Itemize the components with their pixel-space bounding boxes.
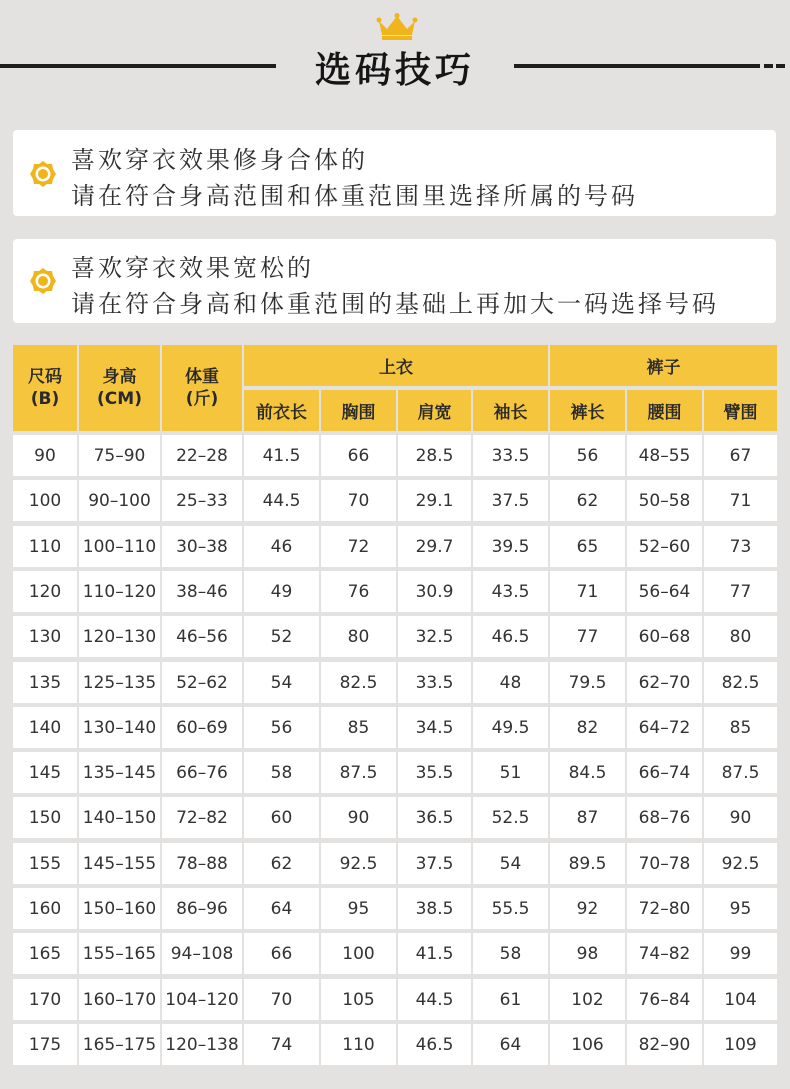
tip-card-loose [13,239,776,323]
cell-arm: 90 [704,797,777,838]
cell-pants-length: 65 [550,526,625,567]
cell-size: 165 [13,933,77,974]
cell-arm: 73 [704,526,777,567]
weight-header-line-1: 体重 [185,367,219,387]
cell-front-length: 66 [244,933,319,974]
cell-front-length: 62 [244,843,319,884]
cell-front-length: 46 [244,526,319,567]
cell-size: 155 [13,843,77,884]
cell-chest: 92.5 [321,843,396,884]
cell-shoulder: 29.1 [398,480,471,521]
cell-size: 170 [13,979,77,1020]
cell-sleeve: 37.5 [473,480,548,521]
cell-weight: 78–88 [162,843,242,884]
cell-height: 140–150 [79,797,160,838]
cell-chest: 70 [321,480,396,521]
cell-shoulder: 35.5 [398,752,471,793]
cell-arm: 95 [704,888,777,929]
cell-arm: 109 [704,1024,777,1065]
cell-size: 130 [13,616,77,657]
cell-arm: 80 [704,616,777,657]
cell-sleeve: 58 [473,933,548,974]
cell-waist: 50–58 [627,480,702,521]
cell-front-length: 58 [244,752,319,793]
cell-arm: 99 [704,933,777,974]
subheader-pants-1: 裤长 [550,390,625,431]
cell-shoulder: 46.5 [398,1024,471,1065]
cell-shoulder: 41.5 [398,933,471,974]
cell-front-length: 44.5 [244,480,319,521]
cell-waist: 62–70 [627,662,702,703]
cell-height: 75–90 [79,435,160,476]
cell-waist: 72–80 [627,888,702,929]
crown-icon [376,13,418,41]
cell-waist: 64–72 [627,707,702,748]
cell-size: 175 [13,1024,77,1065]
cell-sleeve: 64 [473,1024,548,1065]
cell-front-length: 64 [244,888,319,929]
cell-waist: 60–68 [627,616,702,657]
weight-header [162,345,242,431]
group-header-top: 上衣 [244,345,548,386]
cell-chest: 76 [321,571,396,612]
badge-icon [29,160,57,188]
cell-pants-length: 56 [550,435,625,476]
cell-shoulder: 36.5 [398,797,471,838]
cell-weight: 104–120 [162,979,242,1020]
cell-height: 125–135 [79,662,160,703]
cell-chest: 90 [321,797,396,838]
subheader-pants-2: 腰围 [627,390,702,431]
title-rule-dash [776,64,785,68]
page-title: 选码技巧 [314,50,475,91]
cell-weight: 60–69 [162,707,242,748]
cell-arm: 77 [704,571,777,612]
cell-front-length: 41.5 [244,435,319,476]
height-header-line-2: (CM) [97,389,142,409]
cell-weight: 30–38 [162,526,242,567]
cell-height: 145–155 [79,843,160,884]
cell-pants-length: 92 [550,888,625,929]
cell-waist: 68–76 [627,797,702,838]
cell-shoulder: 29.7 [398,526,471,567]
cell-front-length: 54 [244,662,319,703]
subheader-top-4: 袖长 [473,390,548,431]
cell-height: 110–120 [79,571,160,612]
cell-shoulder: 37.5 [398,843,471,884]
cell-size: 140 [13,707,77,748]
cell-height: 130–140 [79,707,160,748]
subheader-pants-3: 臂围 [704,390,777,431]
cell-sleeve: 52.5 [473,797,548,838]
subheader-top-2: 胸围 [321,390,396,431]
cell-sleeve: 51 [473,752,548,793]
cell-arm: 82.5 [704,662,777,703]
cell-height: 160–170 [79,979,160,1020]
cell-pants-length: 102 [550,979,625,1020]
cell-size: 120 [13,571,77,612]
subheader-top-1: 前衣长 [244,390,319,431]
size-header-line-1: 尺码 [28,367,62,387]
cell-waist: 52–60 [627,526,702,567]
cell-chest: 87.5 [321,752,396,793]
cell-waist: 70–78 [627,843,702,884]
cell-height: 90–100 [79,480,160,521]
cell-chest: 80 [321,616,396,657]
cell-size: 135 [13,662,77,703]
cell-chest: 72 [321,526,396,567]
cell-pants-length: 82 [550,707,625,748]
cell-size: 150 [13,797,77,838]
cell-weight: 86–96 [162,888,242,929]
cell-pants-length: 89.5 [550,843,625,884]
cell-chest: 110 [321,1024,396,1065]
cell-arm: 104 [704,979,777,1020]
size-header-line-2: (B) [30,389,60,409]
cell-weight: 120–138 [162,1024,242,1065]
cell-waist: 56–64 [627,571,702,612]
cell-sleeve: 48 [473,662,548,703]
cell-pants-length: 98 [550,933,625,974]
tip-line-1: 喜欢穿衣效果修身合体的 [71,146,368,174]
tip-card-fitted [13,130,776,216]
cell-weight: 22–28 [162,435,242,476]
cell-sleeve: 55.5 [473,888,548,929]
cell-shoulder: 38.5 [398,888,471,929]
cell-shoulder: 34.5 [398,707,471,748]
group-header-pants: 裤子 [550,345,777,386]
cell-height: 165–175 [79,1024,160,1065]
cell-front-length: 60 [244,797,319,838]
cell-shoulder: 44.5 [398,979,471,1020]
cell-weight: 66–76 [162,752,242,793]
cell-size: 145 [13,752,77,793]
cell-size: 160 [13,888,77,929]
subheader-top-3: 肩宽 [398,390,471,431]
title-rule-dash [764,64,773,68]
cell-pants-length: 79.5 [550,662,625,703]
cell-pants-length: 106 [550,1024,625,1065]
size-header [13,345,77,431]
cell-height: 135–145 [79,752,160,793]
weight-header-line-2: (斤) [185,389,219,409]
cell-pants-length: 77 [550,616,625,657]
cell-waist: 74–82 [627,933,702,974]
cell-height: 100–110 [79,526,160,567]
cell-arm: 92.5 [704,843,777,884]
cell-shoulder: 30.9 [398,571,471,612]
cell-front-length: 74 [244,1024,319,1065]
tip-line-1: 喜欢穿衣效果宽松的 [71,254,314,282]
cell-size: 90 [13,435,77,476]
height-header [79,345,160,431]
cell-shoulder: 28.5 [398,435,471,476]
cell-sleeve: 43.5 [473,571,548,612]
cell-weight: 46–56 [162,616,242,657]
cell-sleeve: 49.5 [473,707,548,748]
cell-chest: 82.5 [321,662,396,703]
cell-chest: 100 [321,933,396,974]
cell-pants-length: 71 [550,571,625,612]
cell-size: 110 [13,526,77,567]
cell-arm: 71 [704,480,777,521]
cell-front-length: 49 [244,571,319,612]
cell-weight: 52–62 [162,662,242,703]
cell-pants-length: 87 [550,797,625,838]
cell-arm: 85 [704,707,777,748]
cell-front-length: 70 [244,979,319,1020]
cell-arm: 87.5 [704,752,777,793]
cell-waist: 76–84 [627,979,702,1020]
cell-sleeve: 61 [473,979,548,1020]
page-header [0,0,790,110]
cell-chest: 85 [321,707,396,748]
cell-waist: 48–55 [627,435,702,476]
cell-shoulder: 32.5 [398,616,471,657]
cell-pants-length: 84.5 [550,752,625,793]
height-header-line-1: 身高 [102,367,137,387]
cell-sleeve: 46.5 [473,616,548,657]
cell-shoulder: 33.5 [398,662,471,703]
cell-front-length: 56 [244,707,319,748]
tip-line-2: 请在符合身高和体重范围的基础上再加大一码选择号码 [71,290,719,318]
cell-sleeve: 39.5 [473,526,548,567]
cell-arm: 67 [704,435,777,476]
cell-weight: 94–108 [162,933,242,974]
cell-sleeve: 54 [473,843,548,884]
cell-chest: 105 [321,979,396,1020]
cell-waist: 82–90 [627,1024,702,1065]
tip-line-2: 请在符合身高范围和体重范围里选择所属的号码 [71,182,638,210]
cell-height: 150–160 [79,888,160,929]
cell-waist: 66–74 [627,752,702,793]
cell-weight: 25–33 [162,480,242,521]
badge-icon [29,267,57,295]
cell-sleeve: 33.5 [473,435,548,476]
cell-weight: 72–82 [162,797,242,838]
cell-weight: 38–46 [162,571,242,612]
cell-pants-length: 62 [550,480,625,521]
cell-chest: 95 [321,888,396,929]
cell-size: 100 [13,480,77,521]
cell-chest: 66 [321,435,396,476]
cell-height: 120–130 [79,616,160,657]
cell-height: 155–165 [79,933,160,974]
cell-front-length: 52 [244,616,319,657]
title-rule-right [514,64,760,68]
